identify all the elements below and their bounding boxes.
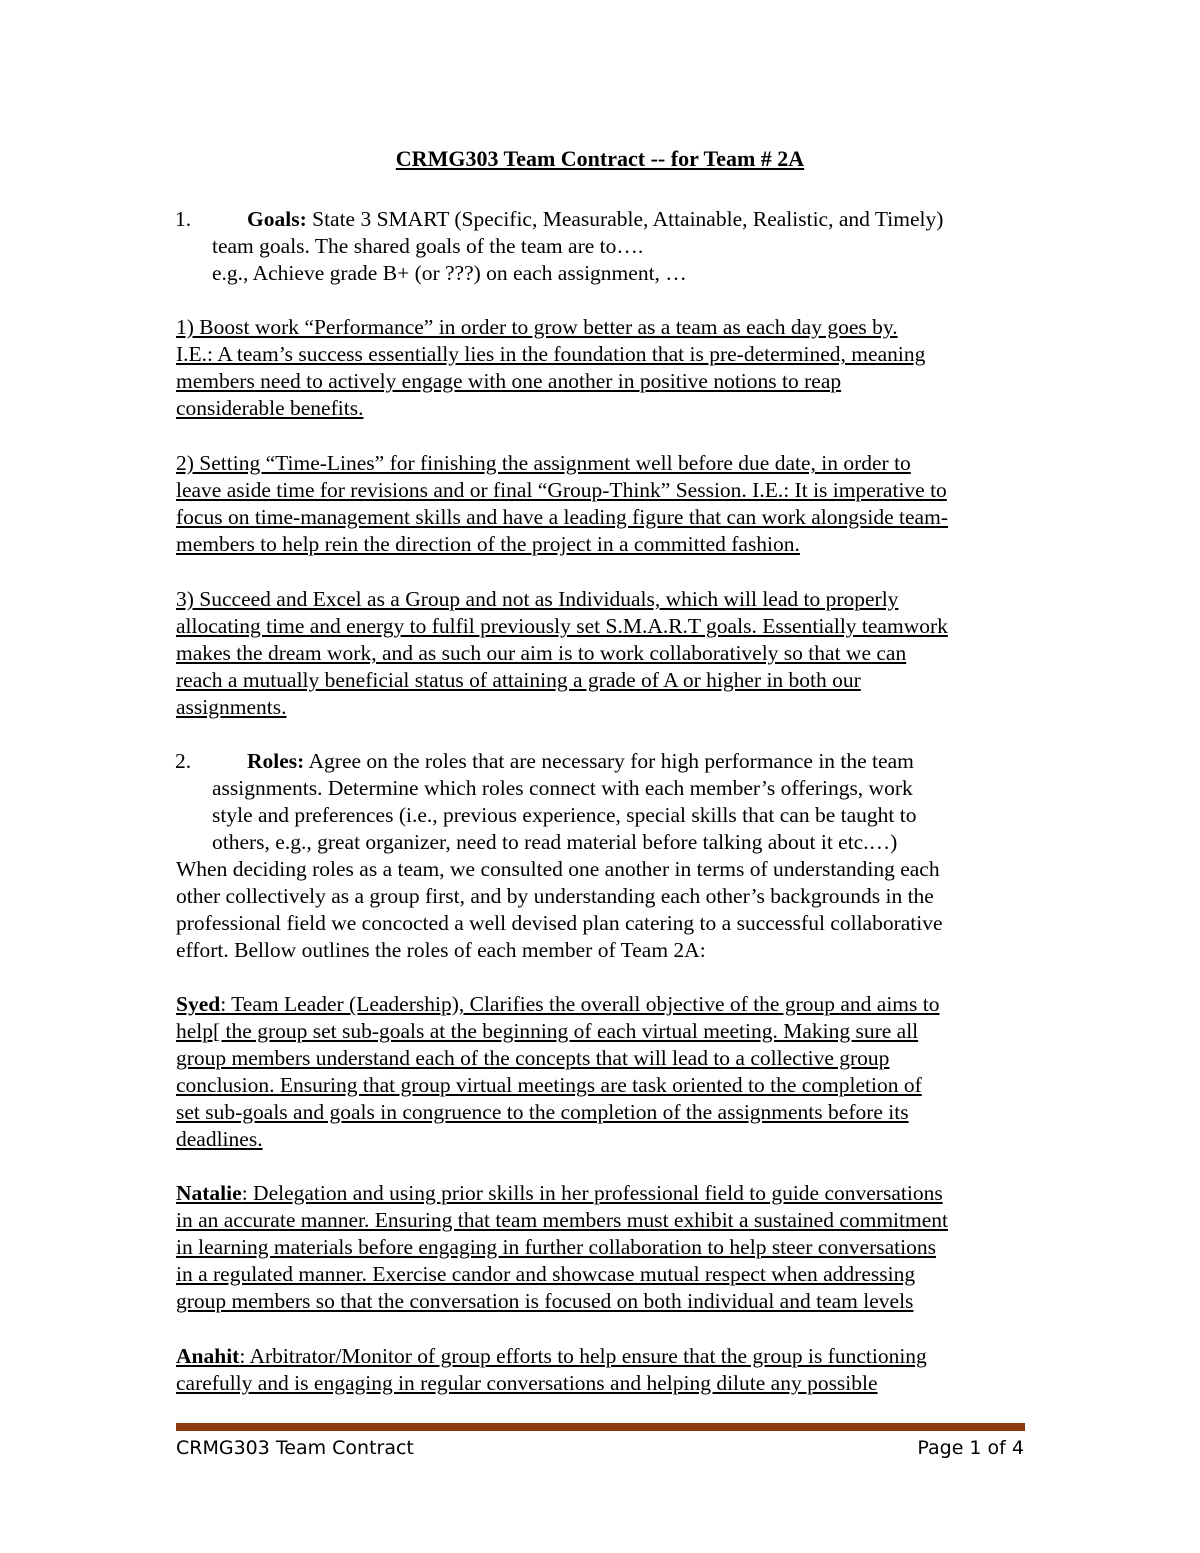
footer-document-title: CRMG303 Team Contract: [176, 1437, 414, 1459]
goal-3-line: reach a mutually beneficial status of attaining a grade of A or higher in both our: [176, 668, 861, 692]
goals-intro-line1: State 3 SMART (Specific, Measurable, Attainable, Realistic, and Timely): [306, 207, 944, 231]
role-anahit-description: : Arbitrator/Monitor of group efforts to help ensure that the group is functioning: [239, 1344, 927, 1368]
member-name-natalie: Natalie: [176, 1181, 242, 1205]
goal-3-line: assignments.: [176, 695, 287, 719]
goal-2-line: members to help rein the direction of the project in a committed fashion.: [176, 532, 800, 556]
role-natalie-line: in learning materials before engaging in further collaboration to help steer conversations: [176, 1235, 936, 1259]
goal-2-line: 2) Setting “Time-Lines” for finishing the assignment well before due date, in order to: [176, 451, 911, 475]
role-natalie-line: group members so that the conversation is focused on both individual and team levels: [176, 1289, 914, 1313]
roles-label: Roles:: [247, 749, 305, 773]
goal-3-line: makes the dream work, and as such our aim is to work collaboratively so that we can: [176, 641, 907, 665]
roles-intro-line: others, e.g., great organizer, need to read material before talking about it etc.…): [212, 830, 898, 854]
role-anahit: [176, 1343, 1036, 1397]
goals-label: Goals:: [247, 207, 307, 231]
role-natalie-first-line: [176, 1180, 1036, 1207]
goal-2-line: leave aside time for revisions and or final “Group-Think” Session. I.E.: It is imperative to: [176, 478, 947, 502]
goals-intro-line2: team goals. The shared goals of the team are to….: [212, 234, 644, 258]
footer-divider: [176, 1423, 1025, 1431]
role-syed-line: group members understand each of the concepts that will lead to a collective group: [176, 1046, 890, 1070]
role-syed-line: set sub-goals and goals in congruence to the completion of the assignments before its: [176, 1100, 909, 1124]
footer-page-number: Page 1 of 4: [917, 1437, 1024, 1459]
page-title: CRMG303 Team Contract -- for Team # 2A: [395, 146, 805, 171]
member-name-syed: Syed: [176, 992, 221, 1016]
role-natalie-line: in a regulated manner. Exercise candor and showcase mutual respect when addressing: [176, 1262, 916, 1286]
roles-paragraph-line: other collectively as a group first, and by understanding each other’s backgrounds in the: [176, 884, 934, 908]
goal-1-line: members need to actively engage with one another in positive notions to reap: [176, 369, 842, 393]
role-natalie-description: : Delegation and using prior skills in her professional field to guide conversations: [241, 1181, 943, 1205]
role-syed-first-line: [176, 991, 1036, 1018]
goals-heading: [175, 206, 1035, 233]
role-anahit-first-line: [176, 1343, 1036, 1370]
role-natalie: [176, 1180, 1036, 1315]
goal-1-line: considerable benefits.: [176, 396, 364, 420]
goal-3: [176, 586, 1036, 721]
goal-1: [176, 314, 1036, 422]
roles-paragraph-line: professional field we concocted a well devised plan catering to a successful collaborative: [176, 911, 943, 935]
roles-intro: [212, 775, 1042, 856]
member-name-anahit: Anahit: [176, 1344, 240, 1368]
goal-2: [176, 450, 1036, 558]
roles-paragraph: [176, 856, 1036, 964]
roles-intro-line1: Agree on the roles that are necessary for high performance in the team: [304, 749, 914, 773]
goal-3-line: 3) Succeed and Excel as a Group and not as Individuals, which will lead to properly: [176, 587, 899, 611]
goal-2-line: focus on time-management skills and have a leading figure that can work alongside team-: [176, 505, 948, 529]
role-natalie-line: in an accurate manner. Ensuring that team members must exhibit a sustained commitment: [176, 1208, 948, 1232]
roles-number: 2.: [175, 749, 192, 773]
roles-paragraph-line: When deciding roles as a team, we consulted one another in terms of understanding each: [176, 857, 940, 881]
goal-1-line: 1) Boost work “Performance” in order to grow better as a team as each day goes by.: [176, 315, 898, 339]
role-syed-line: deadlines.: [176, 1127, 263, 1151]
role-anahit-line: carefully and is engaging in regular conversations and helping dilute any possible: [176, 1371, 878, 1395]
goals-intro-line3: e.g., Achieve grade B+ (or ???) on each assignment, …: [212, 261, 687, 285]
roles-intro-line: style and preferences (i.e., previous experience, special skills that can be taught to: [212, 803, 917, 827]
goal-3-line: allocating time and energy to fulfil previously set S.M.A.R.T goals. Essentially teamwork: [176, 614, 948, 638]
role-syed: [176, 991, 1036, 1153]
roles-paragraph-line: effort. Bellow outlines the roles of each member of Team 2A:: [176, 938, 706, 962]
goals-number: 1.: [175, 207, 192, 231]
role-syed-line: conclusion. Ensuring that group virtual meetings are task oriented to the completion of: [176, 1073, 922, 1097]
goal-1-line: I.E.: A team’s success essentially lies in the foundation that is pre-determined, meaning: [176, 342, 926, 366]
goals-intro: [212, 233, 1042, 287]
role-syed-description: : Team Leader (Leadership), Clarifies the overall objective of the group and aims to: [220, 992, 940, 1016]
roles-intro-line: assignments. Determine which roles connect with each member’s offerings, work: [212, 776, 913, 800]
roles-heading: [175, 748, 1035, 775]
role-syed-line: help[ the group set sub-goals at the beginning of each virtual meeting. Making sure all: [176, 1019, 919, 1043]
